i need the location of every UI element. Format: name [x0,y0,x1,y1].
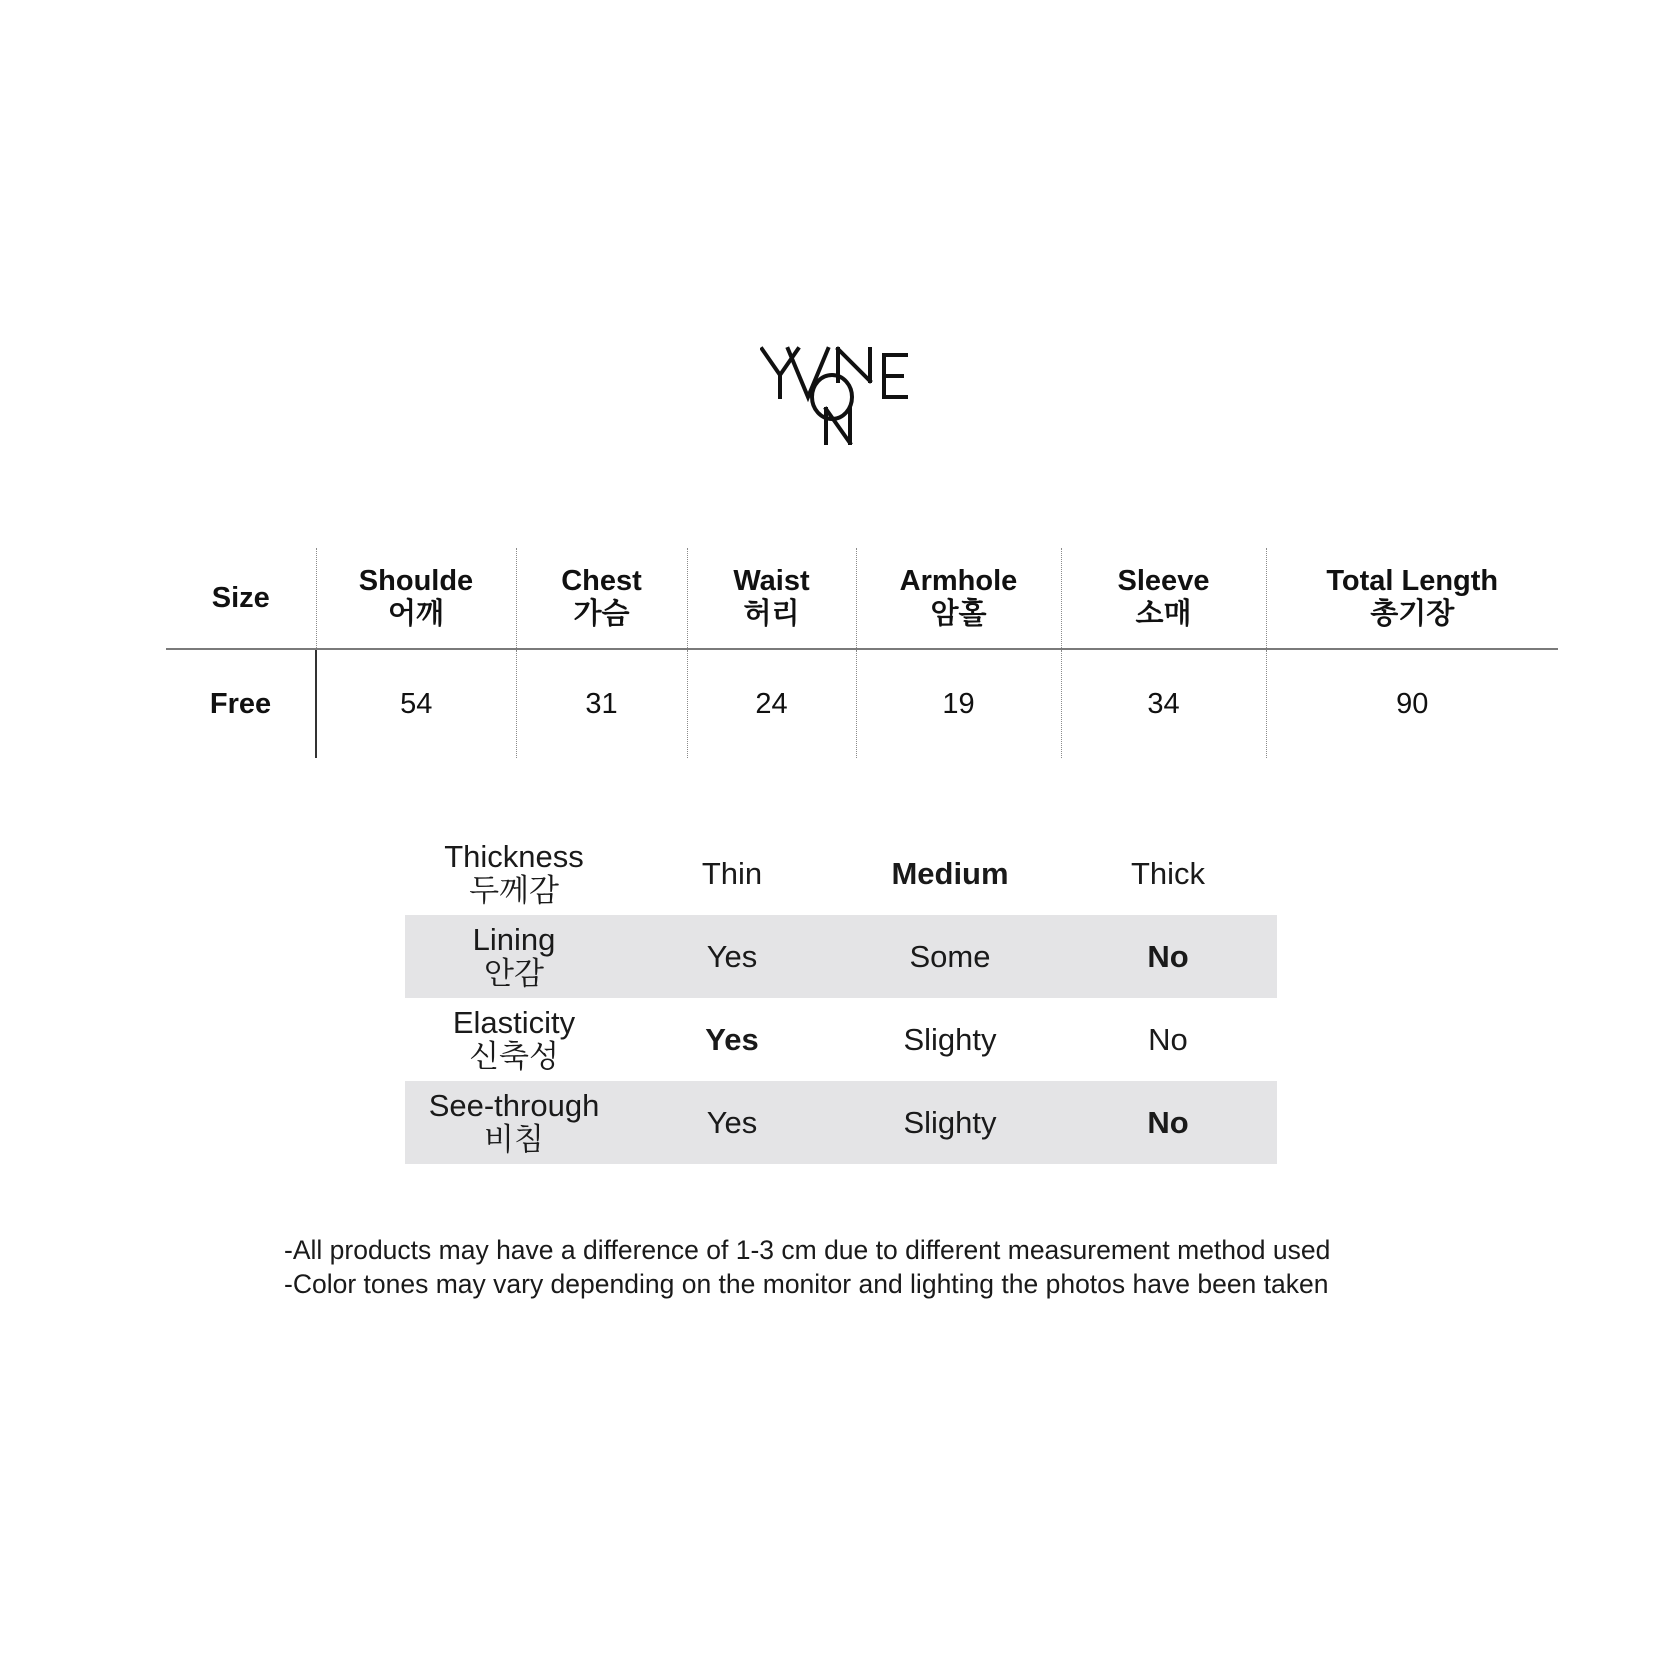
size-value: 31 [516,649,687,758]
size-header-shoulde [316,548,516,649]
note-measurement: -All products may have a difference of 1-3 cm due to different measurement method used [284,1235,1331,1265]
header-label-ko: 가슴 [573,598,630,630]
header-label-en: Waist [733,565,810,597]
size-chart-table [166,548,1558,758]
size-header-sleeve [1061,548,1266,649]
header-label-ko: 허리 [743,598,800,630]
size-row [166,649,1558,758]
size-header-waist [687,548,856,649]
fabric-option: Yes [623,1081,841,1164]
fabric-row-see-through [405,1081,1277,1164]
fabric-option-selected: Yes [705,1021,759,1057]
header-label-ko: 어깨 [387,598,445,630]
size-header-size [166,548,316,649]
header-label-en: Armhole [899,565,1018,597]
size-header-chest [516,548,687,649]
size-value: 24 [687,649,856,758]
fabric-attribute-label [405,1081,623,1164]
header-label-en: Size [211,581,270,614]
fabric-option: Thick [1130,855,1206,891]
fabric-option-selected: Medium [891,855,1009,891]
attribute-label-ko: 신축성 [469,1038,559,1074]
attribute-label-en: Lining [472,921,556,957]
fabric-option: Thin [701,855,763,891]
size-label: Free [209,687,272,720]
size-header-armhole [856,548,1061,649]
fabric-option: Slighty [841,1081,1059,1164]
fabric-option: No [1148,1021,1188,1057]
attribute-label-en: See-through [428,1087,600,1123]
size-header-total-length [1266,548,1558,649]
fabric-option: Some [841,915,1059,998]
size-value: 34 [1061,649,1266,758]
fabric-option-selected: No [1059,1081,1277,1164]
fabric-attribute-label [405,915,623,998]
fabric-attribute-label [405,998,623,1081]
fabric-attributes-table [405,832,1277,1164]
fabric-option: Yes [623,915,841,998]
header-label-en: Chest [561,565,642,597]
brand-logo [760,345,920,445]
fabric-row-elasticity [405,998,1277,1081]
header-label-en: Sleeve [1117,565,1210,597]
note-color: -Color tones may vary depending on the monitor and lighting the photos have been taken [284,1269,1329,1299]
size-value: 19 [856,649,1061,758]
header-label-ko: 총기장 [1370,598,1455,630]
size-value: 54 [316,649,516,758]
attribute-label-ko: 두께감 [469,872,559,908]
fabric-option-selected: No [1059,915,1277,998]
header-label-ko: 암홀 [930,598,987,630]
header-label-en: Shoulde [358,565,474,597]
attribute-label-en: Thickness [444,838,584,874]
fabric-attribute-label [405,832,623,915]
header-label-ko: 소매 [1135,598,1192,630]
fabric-option: Slighty [903,1021,997,1057]
size-chart-header-row [166,548,1558,649]
header-label-en: Total Length [1326,565,1499,597]
fabric-row-thickness [405,832,1277,915]
size-value: 90 [1266,649,1558,758]
disclaimer-notes [284,1233,1434,1301]
attribute-label-ko: 안감 [484,955,544,991]
attribute-label-en: Elasticity [452,1004,576,1040]
attribute-label-ko: 비침 [484,1121,544,1157]
fabric-row-lining [405,915,1277,998]
